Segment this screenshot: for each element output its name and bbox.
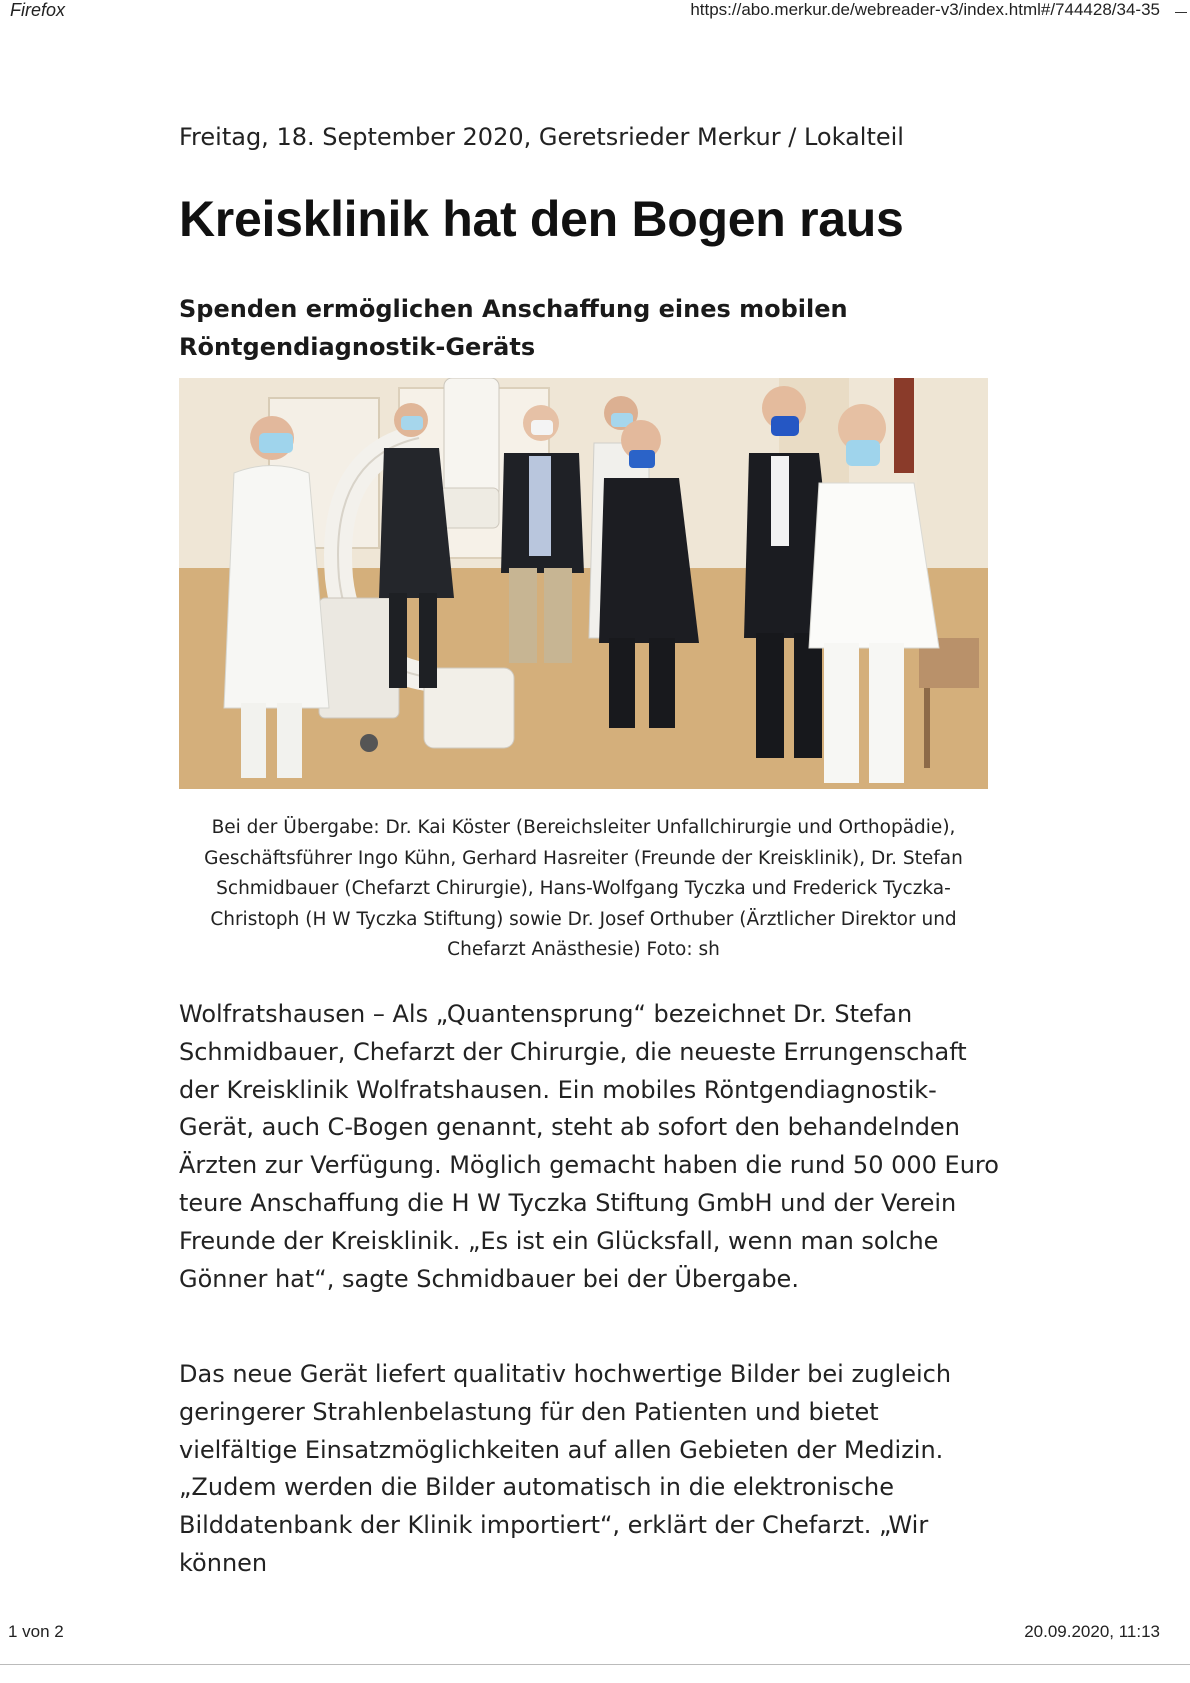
photo-caption: Bei der Übergabe: Dr. Kai Köster (Bereichsleiter Unfallchirurgie und Orthopädie), Geschäftsführer Ingo Kühn, Gerhard Hasreiter (Freunde der Kreisklinik), Dr. Stefan Schmidbauer (Chefarzt Chirurgie), Hans-Wolfgang Tyczka und Frederick Tyczka-Christoph (H W Tyczka Stiftung) sowie Dr. Josef Orthuber (Ärztlicher Direktor und Chefarzt Anästhesie) Foto: sh — [204, 817, 963, 960]
article-paragraph-1: Wolfratshausen – Als „Quantensprung“ bezeichnet Dr. Stefan Schmidbauer, Chefarzt der Chirurgie, die neueste Errungenschaft der Kreisklinik Wolfratshausen. Ein mobiles Röntgendiagnostik-Gerät, auch C-Bogen genannt, steht ab sofort den behandelnden Ärzten zur Verfügung. Möglich gemacht haben die rund 50 000 Euro teure Anschaffung die H W Tyczka Stiftung GmbH und der Verein Freunde der Kreisklinik. „Es ist ein Glücksfall, wenn man solche Gönner hat“, sagte Schmidbauer bei der Übergabe. — [179, 1000, 999, 1293]
footer-divider — [0, 1664, 1190, 1665]
browser-name: Firefox — [10, 0, 66, 20]
article-photo — [179, 378, 988, 789]
headline: Kreisklinik hat den Bogen raus — [179, 191, 904, 247]
subheadline: Spenden ermöglichen Anschaffung eines mobilen Röntgendiagnostik-Geräts — [179, 295, 848, 361]
page-indicator: 1 von 2 — [8, 1622, 64, 1641]
dateline: Freitag, 18. September 2020, Geretsrieder Merkur / Lokalteil — [179, 123, 904, 151]
article-paragraph-2: Das neue Gerät liefert qualitativ hochwertige Bilder bei zugleich geringerer Strahlenbelastung für den Patienten und bietet vielfältige Einsatzmöglichkeiten auf allen Gebieten der Medizin. „Zudem werden die Bilder automatisch in die elektronische Bilddatenbank der Klinik importiert“, erklärt der Chefarzt. „Wir können — [179, 1360, 952, 1577]
header-mark — [1175, 12, 1187, 13]
page-url: https://abo.merkur.de/webreader-v3/index.html#/744428/34-35 — [690, 0, 1160, 19]
print-timestamp: 20.09.2020, 11:13 — [1024, 1622, 1160, 1641]
